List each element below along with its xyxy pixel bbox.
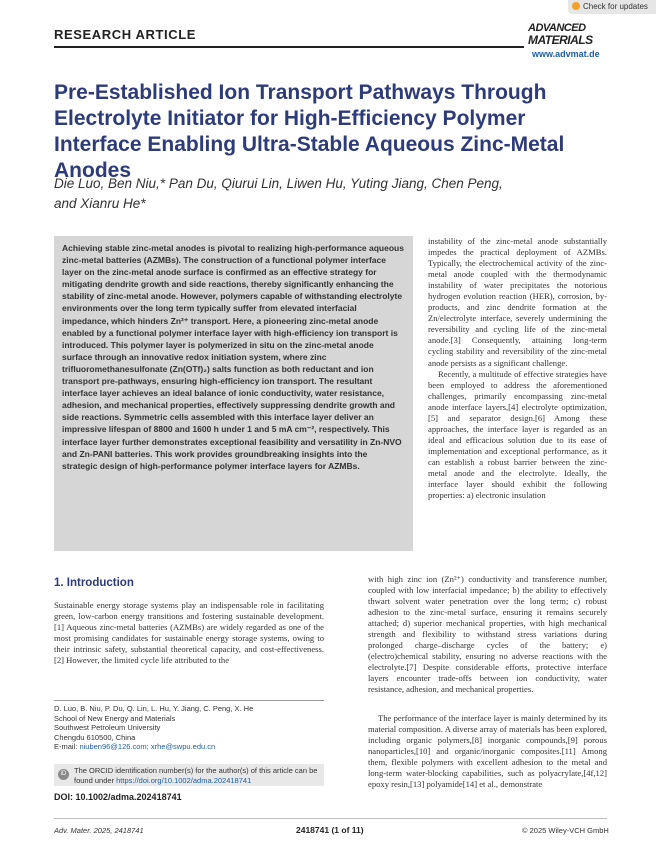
intro-full-para: with high zinc ion (Zn²⁺) conductivity and transference number, coupled with low interfacial impedance; b) the ability to effectively thwart solvent water penetration over the long term; c) robust adhesion to the zinc-metal surface, ensuring it remains securely attached; d) superior mechanical properties, with high mechanical strength and flexibility to withstand stress variations during prolonged charge–discharge cycles of the battery; e) (electro)chemical stability, ensuring no adverse reactions with the electrolyte.[7] Despite considerable efforts, protective interface layers encounter trade-offs between ion conductivity, water resistance, adhesion, and mechanical properties. xyxy=(368,574,607,695)
article-title: Pre-Established Ion Transport Pathways Through Electrolyte Initiator for High-Efficiency Polymer Interface Enabling Ultra-Stable Aqueous Zinc-Metal Anodes xyxy=(54,81,565,182)
journal-logo-line1: ADVANCED xyxy=(528,22,586,34)
doi[interactable]: DOI: 10.1002/adma.202418741 xyxy=(54,792,182,802)
intro-right-para3: The performance of the interface layer is mainly determined by its material composition. A diverse array of materials has been explored, including organic polymers,[8] inorganic compounds,[9] porous nanoparticles,[10] and organic/inorganic composites.[11] Among them, flexible polymers with excellent adhesion to the metal and long-term water-blocking capabilities, such as polyacrylate,[4f,12] epoxy resin,[13] polyamide[14] et al., demonstrate xyxy=(368,713,607,790)
right-column-paragraph-1 xyxy=(428,236,607,572)
orcid-text: The ORCID identification number(s) for the author(s) of this article can be found under xyxy=(74,766,318,785)
abstract-box: Achieving stable zinc-metal anodes is pivotal to realizing high-performance aqueous zinc-metal batteries (AZMBs). The construction of a functional polymer interface layer on the zinc-metal anode surface is confirmed as an effective strategy for mitigating dendrite growth and side reactions, thereby significantly enhancing the stability of zinc-metal anode. However, polymers capable of withstanding electrolyte environments over the long term typically suffer from elevated interfacial impedance, which hinders Zn²⁺ transport. Here, a pioneering zinc-metal anode enabled by a functional polymer interface layer with high-efficiency ion transport is introduced. This polymer layer is polymerized in situ on the zinc-metal anode surface through an innovative redox initiation system, where zinc trifluoromethanesulfonate (Zn(OTf)₂) salts function as both reductant and ion transport pre-pathways, ensuring high-efficiency ion transport. The resultant interface layer achieves an ideal balance of ionic conductivity, water resistance, adhesion, and mechanical properties, effectively suppressing dendrite growth and side reactions. Symmetric cells assembled with this interface layer deliver an impressive lifespan of 8800 and 1600 h under 1 and 5 mA cm⁻², respectively. This interface layer further demonstrates exceptional feasibility and versatility in Zn-NVO and Zn-PANI batteries. This work provides groundbreaking insights into the strategic design of high-performance polymer interface layers for AZMBs. xyxy=(54,236,413,551)
affil-authors: D. Luo, B. Niu, P. Du, Q. Lin, L. Hu, Y. Jiang, C. Peng, X. He xyxy=(54,704,254,713)
check-label: Check for updates xyxy=(583,2,648,11)
footer-page: 2418741 (1 of 11) xyxy=(296,825,364,835)
check-for-updates-badge[interactable] xyxy=(568,0,656,14)
intro-right-para2: Recently, a multitude of effective strategies have been employed to address the aforementioned challenges, primarily encompassing zinc-metal anode interface layers,[4] electrolyte optimization,[5] and separator design.[6] Among these approaches, the interface layer is regarded as an ideal and efficacious solution due to its ease of implementation and exceptional performance, as it can establish a robust barrier between the zinc-metal anode and the electrolyte. Ideally, the interface layer should exhibit the following properties: a) electronic insulation xyxy=(428,368,607,501)
affil-school: School of New Energy and Materials xyxy=(54,713,176,723)
affil-city: Chengdu 610500, China xyxy=(54,732,136,742)
footer-rule xyxy=(54,818,607,819)
intro-left-para: Sustainable energy storage systems play an indispensable role in facilitating green, low-carbon energy transitions and fostering sustainable development.[1] Aqueous zinc-metal batteries (AZMBs) are widely regarded as one of the most promising candidates for sustainable energy storage systems, owing to their intrinsic safety, substantial theoretical capacity, and cost-effectiveness.[2] However, the limited cycle life attributed to the xyxy=(54,600,324,666)
author-list xyxy=(54,174,574,214)
journal-url[interactable]: www.advmat.de xyxy=(532,49,600,59)
header-rule xyxy=(54,46,524,48)
footer-copyright: © 2025 Wiley-VCH GmbH xyxy=(522,826,609,835)
update-icon xyxy=(572,2,580,10)
affil-email-line xyxy=(54,742,324,752)
journal-logo-line2: MATERIALS xyxy=(528,33,593,47)
section-label: RESEARCH ARTICLE xyxy=(54,27,197,42)
affiliation-rule xyxy=(54,700,324,701)
orcid-icon: iD xyxy=(58,769,69,780)
authors-line1: Die Luo, Ben Niu,* Pan Du, Qiurui Lin, Liwen Hu, Yuting Jiang, Chen Peng, xyxy=(54,176,503,191)
affiliation-block xyxy=(54,704,324,752)
intro-heading: 1. Introduction xyxy=(54,577,134,589)
affil-university: Southwest Petroleum University xyxy=(54,723,161,733)
email-link[interactable]: niuben96@126.com; xrhe@swpu.edu.cn xyxy=(79,742,216,752)
right-column-full-paragraph xyxy=(368,574,607,712)
email-label: E-mail: xyxy=(54,742,78,752)
orcid-link[interactable]: https://doi.org/10.1002/adma.202418741 xyxy=(116,775,252,785)
orcid-box xyxy=(54,764,324,786)
authors-line2: and Xianru He* xyxy=(54,196,146,211)
intro-right-para1: instability of the zinc-metal anode substantially impedes the practical deployment of AZMBs. Typically, the electrochemical activity of the zinc-metal anode coupled with the thermodynamic instability of water precipitates the notorious hydrogen evolution reaction (HER), corrosion, by-products, and zinc dendrite formation at the Zn/electrolyte interface, severely undermining the reversibility and cycling life of the zinc-metal anode.[3] Consequently, attaining long-term cycling stability and reversibility of the zinc-metal anode persists as a significant challenge. xyxy=(428,236,607,368)
footer-journal-ref: Adv. Mater. 2025, 2418741 xyxy=(54,826,144,835)
